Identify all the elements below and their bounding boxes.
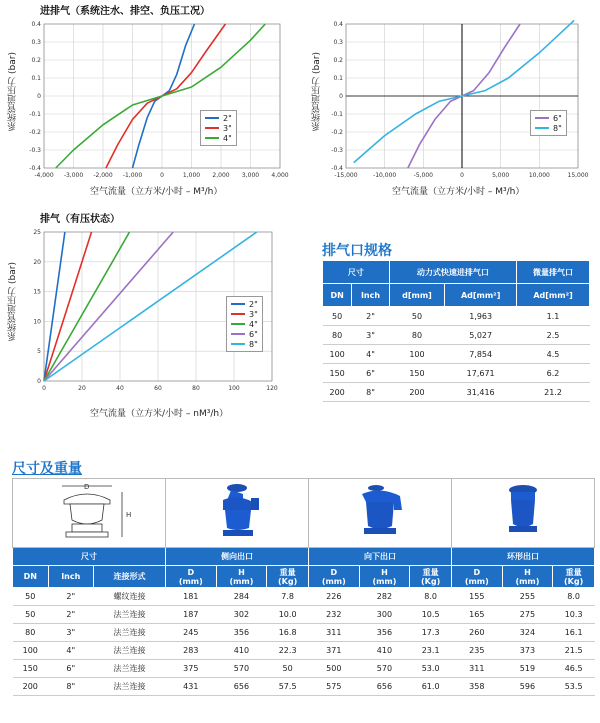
y-tick-label: -0.3: [29, 147, 41, 154]
y-tick-label: 0.4: [333, 21, 343, 28]
dims-row: [13, 588, 595, 606]
dims-cell: 165: [452, 606, 503, 624]
dims-cell: 50: [13, 588, 49, 606]
y-tick-label: -0.4: [331, 165, 343, 172]
spec-subheader: d[mm]: [389, 284, 444, 307]
dims-cell: 575: [309, 678, 360, 696]
legend-entry: [231, 309, 258, 319]
diagram-h-label: H: [126, 511, 132, 519]
dims-cell: 23.1: [410, 642, 452, 660]
y-tick-label: 0: [339, 93, 343, 100]
y-tick-label: 0.3: [333, 39, 343, 46]
dims-cell: 8": [48, 678, 93, 696]
dims-cell: 356: [216, 624, 267, 642]
series-line: [44, 232, 92, 381]
spec-subheader: Ad[mm²]: [517, 284, 590, 307]
spec-table: [322, 260, 590, 402]
legend-swatch: [231, 303, 245, 305]
legend-swatch: [231, 333, 245, 335]
dims-cell: 10.0: [267, 606, 309, 624]
dims-cell: 200: [13, 678, 49, 696]
spec-subheader: Inch: [352, 284, 389, 307]
spec-cell: 4": [352, 345, 389, 364]
x-tick-label: 15,000: [567, 172, 589, 179]
y-tick-label: 25: [33, 229, 41, 236]
dims-cell: 283: [166, 642, 217, 660]
dims-subheader: 重量 (Kg): [553, 566, 595, 588]
dims-cell: 255: [502, 588, 553, 606]
y-tick-label: 0.4: [31, 21, 41, 28]
spec-subheader: Ad[mm²]: [445, 284, 517, 307]
dims-row: [13, 624, 595, 642]
dims-cell: 235: [452, 642, 503, 660]
spec-cell: 1,963: [445, 307, 517, 326]
chart3-xlabel: 空气流量（立方米/小时 – nM³/h）: [90, 409, 229, 419]
spec-cell: 6": [352, 364, 389, 383]
dims-cell: 50: [13, 606, 49, 624]
dims-subheader: 重量 (Kg): [267, 566, 309, 588]
exhaust-title: 排气（有压状态）: [40, 214, 120, 225]
dims-h-down: 向下出口: [309, 548, 452, 566]
spec-cell: 200: [323, 383, 352, 402]
y-tick-label: -0.2: [331, 129, 343, 136]
spec-cell: 1.1: [517, 307, 590, 326]
dims-cell: 187: [166, 606, 217, 624]
legend-label: 4": [223, 133, 232, 143]
dims-subheader: H (mm): [359, 566, 410, 588]
dims-cell: 50: [267, 660, 309, 678]
y-tick-label: -0.1: [331, 111, 343, 118]
x-tick-label: 100: [228, 385, 240, 392]
dims-cell: 226: [309, 588, 360, 606]
dims-cell: 螺纹连接: [94, 588, 166, 606]
dims-cell: 2": [48, 606, 93, 624]
dims-cell: 358: [452, 678, 503, 696]
dims-cell: 80: [13, 624, 49, 642]
dims-cell: 8.0: [410, 588, 452, 606]
y-tick-label: 0.1: [333, 75, 343, 82]
legend-label: 2": [223, 113, 232, 123]
dims-cell: 410: [216, 642, 267, 660]
dims-cell: 431: [166, 678, 217, 696]
y-tick-label: 0.2: [333, 57, 343, 64]
spec-cell: 6.2: [517, 364, 590, 383]
series-line: [44, 232, 257, 381]
x-tick-label: 3,000: [241, 172, 260, 179]
dims-h-ring: 环形出口: [452, 548, 595, 566]
legend-entry: [535, 113, 562, 123]
dims-cell: 311: [452, 660, 503, 678]
dims-cell: 17.3: [410, 624, 452, 642]
spec-row: [323, 345, 590, 364]
spec-row: [323, 307, 590, 326]
legend-entry: [205, 123, 232, 133]
spec-title: 排气口规格: [322, 243, 392, 259]
spec-cell: 8": [352, 383, 389, 402]
dims-cell: 656: [359, 678, 410, 696]
legend-label: 8": [553, 123, 562, 133]
dims-cell: 375: [166, 660, 217, 678]
spec-cell: 21.2: [517, 383, 590, 402]
y-tick-label: 0.2: [31, 57, 41, 64]
dims-cell: 6": [48, 660, 93, 678]
dims-cell: 356: [359, 624, 410, 642]
x-tick-label: 40: [116, 385, 124, 392]
dims-cell: 3": [48, 624, 93, 642]
spec-row: [323, 383, 590, 402]
chart-intake-large: [322, 16, 594, 191]
dims-cell: 法兰连接: [94, 642, 166, 660]
dims-title: 尺寸及重量: [12, 461, 82, 477]
x-tick-label: 2,000: [212, 172, 230, 179]
dims-h-side: 侧向出口: [166, 548, 309, 566]
x-tick-label: 60: [154, 385, 162, 392]
legend-swatch: [205, 127, 219, 129]
spec-cell: 7,854: [445, 345, 517, 364]
legend-label: 2": [249, 299, 258, 309]
dims-cell: 519: [502, 660, 553, 678]
valve-side-outlet-icon: [167, 480, 307, 544]
dims-subheader: DN: [13, 566, 49, 588]
spec-cell: 2": [352, 307, 389, 326]
valve-dimension-drawing: [14, 480, 164, 544]
legend-entry: [231, 339, 258, 349]
spec-cell: 3": [352, 326, 389, 345]
dims-cell: 22.3: [267, 642, 309, 660]
dims-cell: 16.8: [267, 624, 309, 642]
dims-cell: 53.0: [410, 660, 452, 678]
spec-subheader: DN: [323, 284, 352, 307]
legend-swatch: [205, 137, 219, 139]
dims-cell: 282: [359, 588, 410, 606]
spec-cell: 200: [389, 383, 444, 402]
x-tick-label: 1,000: [182, 172, 201, 179]
dims-subheader: 连接形式: [94, 566, 166, 588]
legend-swatch: [535, 117, 549, 119]
chart1-xlabel: 空气流量（立方米/小时 – M³/h）: [90, 187, 223, 197]
series-line: [44, 232, 65, 381]
x-tick-label: 0: [42, 385, 46, 392]
legend-swatch: [231, 323, 245, 325]
dims-cell: 法兰连接: [94, 660, 166, 678]
spec-cell: 100: [389, 345, 444, 364]
legend-swatch: [205, 117, 219, 119]
y-tick-label: -0.4: [29, 165, 41, 172]
spec-cell: 17,671: [445, 364, 517, 383]
spec-h-fast: 动力式快速进排气口: [389, 261, 516, 284]
dims-cell: 21.5: [553, 642, 595, 660]
dims-cell: 300: [359, 606, 410, 624]
x-tick-label: -3,000: [63, 172, 84, 179]
chart3-legend: [226, 296, 263, 352]
valve-down-outlet-icon: [310, 480, 450, 544]
spec-cell: 100: [323, 345, 352, 364]
y-tick-label: 5: [37, 348, 41, 356]
chart2-xlabel: 空气流量（立方米/小时 – M³/h）: [392, 187, 525, 197]
y-tick-label: 0: [37, 378, 41, 385]
dims-cell: 53.5: [553, 678, 595, 696]
y-tick-label: -0.3: [331, 147, 343, 154]
dims-cell: 500: [309, 660, 360, 678]
x-tick-label: 5,000: [492, 172, 510, 179]
x-tick-label: -5,000: [413, 172, 434, 179]
spec-cell: 4.5: [517, 345, 590, 364]
series-line: [44, 232, 130, 381]
legend-label: 4": [249, 319, 258, 329]
dims-cell: 596: [502, 678, 553, 696]
valve-photo-side: [166, 479, 309, 548]
dims-cell: 150: [13, 660, 49, 678]
dims-cell: 法兰连接: [94, 606, 166, 624]
chart1-legend: [200, 110, 237, 146]
spec-cell: 50: [323, 307, 352, 326]
dims-cell: 7.8: [267, 588, 309, 606]
dims-row: [13, 606, 595, 624]
spec-cell: 80: [389, 326, 444, 345]
dims-cell: 570: [216, 660, 267, 678]
spec-row: [323, 326, 590, 345]
dims-cell: 373: [502, 642, 553, 660]
dims-cell: 100: [13, 642, 49, 660]
x-tick-label: -4,000: [34, 172, 54, 179]
spec-h-size: 尺寸: [323, 261, 390, 284]
dims-subheader: H (mm): [216, 566, 267, 588]
dims-cell: 10.3: [553, 606, 595, 624]
dims-cell: 法兰连接: [94, 678, 166, 696]
x-tick-label: 20: [78, 385, 86, 392]
legend-label: 6": [553, 113, 562, 123]
dims-row: [13, 678, 595, 696]
dims-cell: 57.5: [267, 678, 309, 696]
dims-cell: 324: [502, 624, 553, 642]
legend-entry: [231, 319, 258, 329]
legend-entry: [231, 329, 258, 339]
chart-intake-small: [22, 16, 297, 191]
y-tick-label: 15: [33, 288, 41, 296]
spec-cell: 150: [389, 364, 444, 383]
dims-table: [12, 478, 595, 696]
legend-label: 3": [223, 123, 232, 133]
dims-cell: 570: [359, 660, 410, 678]
legend-entry: [205, 133, 232, 143]
dims-cell: 311: [309, 624, 360, 642]
dims-row: [13, 660, 595, 678]
legend-label: 3": [249, 309, 258, 319]
legend-swatch: [231, 343, 245, 345]
legend-swatch: [231, 313, 245, 315]
valve-photo-down: [309, 479, 452, 548]
dims-cell: 16.1: [553, 624, 595, 642]
y-tick-label: -0.1: [29, 111, 41, 118]
dims-cell: 275: [502, 606, 553, 624]
y-tick-label: -0.2: [29, 129, 41, 136]
valve-photo-ring: [452, 479, 595, 548]
y-tick-label: 20: [33, 258, 41, 266]
dims-cell: 2": [48, 588, 93, 606]
dims-cell: 4": [48, 642, 93, 660]
dims-subheader: D (mm): [309, 566, 360, 588]
spec-cell: 2.5: [517, 326, 590, 345]
legend-entry: [205, 113, 232, 123]
dims-cell: 371: [309, 642, 360, 660]
spec-row: [323, 364, 590, 383]
spec-cell: 50: [389, 307, 444, 326]
dims-cell: 656: [216, 678, 267, 696]
x-tick-label: 80: [192, 385, 200, 392]
dims-subheader: D (mm): [452, 566, 503, 588]
legend-entry: [231, 299, 258, 309]
legend-label: 8": [249, 339, 258, 349]
x-tick-label: 4,000: [271, 172, 289, 179]
dims-cell: 410: [359, 642, 410, 660]
dims-subheader: 重量 (Kg): [410, 566, 452, 588]
chart2-legend: [530, 110, 567, 136]
dims-cell: 302: [216, 606, 267, 624]
y-tick-label: 0: [37, 93, 41, 100]
spec-cell: 31,416: [445, 383, 517, 402]
diagram-d-label: D: [84, 483, 90, 491]
series-line: [44, 232, 173, 381]
chart3-ylabel: 系统管道压力 (bar): [8, 262, 18, 341]
y-tick-label: 0.1: [31, 75, 41, 82]
x-tick-label: 0: [460, 172, 464, 179]
x-tick-label: -10,000: [373, 172, 397, 179]
dims-cell: 46.5: [553, 660, 595, 678]
x-tick-label: 0: [160, 172, 164, 179]
dims-cell: 245: [166, 624, 217, 642]
dims-cell: 61.0: [410, 678, 452, 696]
x-tick-label: 10,000: [528, 172, 550, 179]
legend-swatch: [535, 127, 549, 129]
chart1-ylabel: 系统管道压力 (bar): [8, 52, 18, 131]
spec-cell: 5,027: [445, 326, 517, 345]
legend-entry: [535, 123, 562, 133]
dims-cell: 260: [452, 624, 503, 642]
dims-cell: 10.5: [410, 606, 452, 624]
dims-cell: 155: [452, 588, 503, 606]
x-tick-label: -15,000: [334, 172, 358, 179]
x-tick-label: -2,000: [93, 172, 113, 179]
x-tick-label: -1,000: [122, 172, 143, 179]
dims-subheader: H (mm): [502, 566, 553, 588]
dims-cell: 232: [309, 606, 360, 624]
dims-cell: 181: [166, 588, 217, 606]
dims-cell: 284: [216, 588, 267, 606]
dims-cell: 8.0: [553, 588, 595, 606]
spec-cell: 150: [323, 364, 352, 383]
intake-title: 进排气（系统注水、排空、负压工况）: [40, 6, 210, 17]
dims-h-size: 尺寸: [13, 548, 166, 566]
dims-row: [13, 642, 595, 660]
y-tick-label: 10: [33, 318, 41, 326]
valve-diagram: [13, 479, 166, 548]
dims-cell: 法兰连接: [94, 624, 166, 642]
legend-label: 6": [249, 329, 258, 339]
valve-ring-outlet-icon: [453, 480, 593, 544]
y-tick-label: 0.3: [31, 39, 41, 46]
spec-cell: 80: [323, 326, 352, 345]
spec-h-micro: 微量排气口: [517, 261, 590, 284]
dims-subheader: Inch: [48, 566, 93, 588]
chart2-ylabel: 系统管道压力 (bar): [312, 52, 322, 131]
x-tick-label: 120: [266, 385, 278, 392]
dims-subheader: D (mm): [166, 566, 217, 588]
